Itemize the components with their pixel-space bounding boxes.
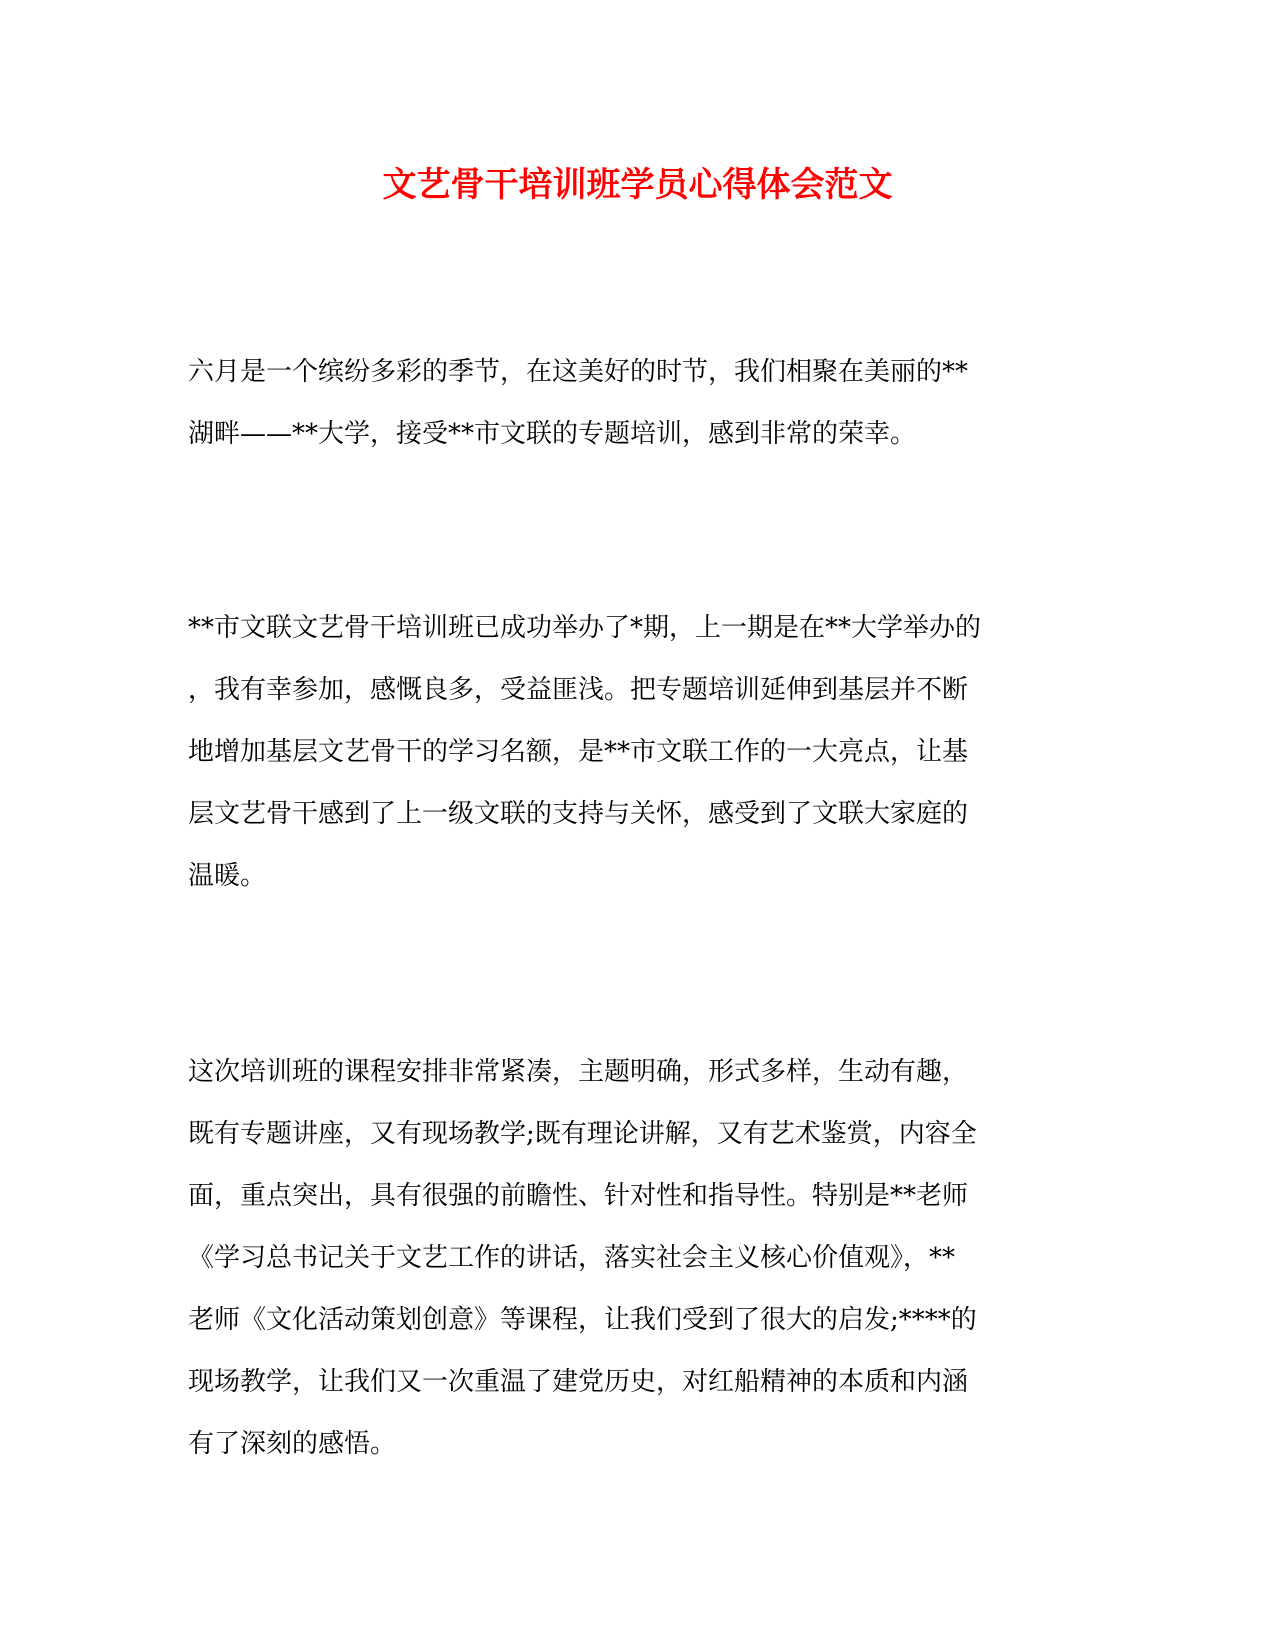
paragraph-line: 既有专题讲座，又有现场教学;既有理论讲解，又有艺术鉴赏，内容全 [188,1119,977,1149]
paragraph-3 [188,1041,1088,1475]
paragraph-line: 层文艺骨干感到了上一级文联的支持与关怀，感受到了文联大家庭的 [188,799,969,829]
paragraph-line: 这次培训班的课程安排非常紧凑，主题明确，形式多样，生动有趣， [188,1057,969,1087]
paragraph-line: **市文联文艺骨干培训班已成功举办了*期，上一期是在**大学举办的 [188,613,982,643]
paragraph-line: 湖畔——**大学，接受**市文联的专题培训，感到非常的荣幸。 [188,419,917,449]
paragraph-line: 地增加基层文艺骨干的学习名额，是**市文联工作的一大亮点，让基 [188,737,969,767]
paragraph-line: 温暖。 [188,861,267,891]
paragraph-line: 六月是一个缤纷多彩的季节，在这美好的时节，我们相聚在美丽的** [188,357,969,387]
document-title: 文艺骨干培训班学员心得体会范文 [382,165,893,205]
paragraph-line: 有了深刻的感悟。 [188,1429,397,1459]
paragraph-1 [188,341,1088,465]
paragraph-line: 现场教学，让我们又一次重温了建党历史，对红船精神的本质和内涵 [188,1367,969,1397]
paragraph-line: 《学习总书记关于文艺工作的讲话，落实社会主义核心价值观》，** [188,1243,956,1273]
paragraph-line: ，我有幸参加，感慨良多，受益匪浅。把专题培训延伸到基层并不断 [188,675,969,705]
paragraph-line: 老师《文化活动策划创意》等课程，让我们受到了很大的启发;****的 [188,1305,977,1335]
paragraph-line: 面，重点突出，具有很强的前瞻性、针对性和指导性。特别是**老师 [188,1181,969,1211]
paragraph-2 [188,597,1088,907]
